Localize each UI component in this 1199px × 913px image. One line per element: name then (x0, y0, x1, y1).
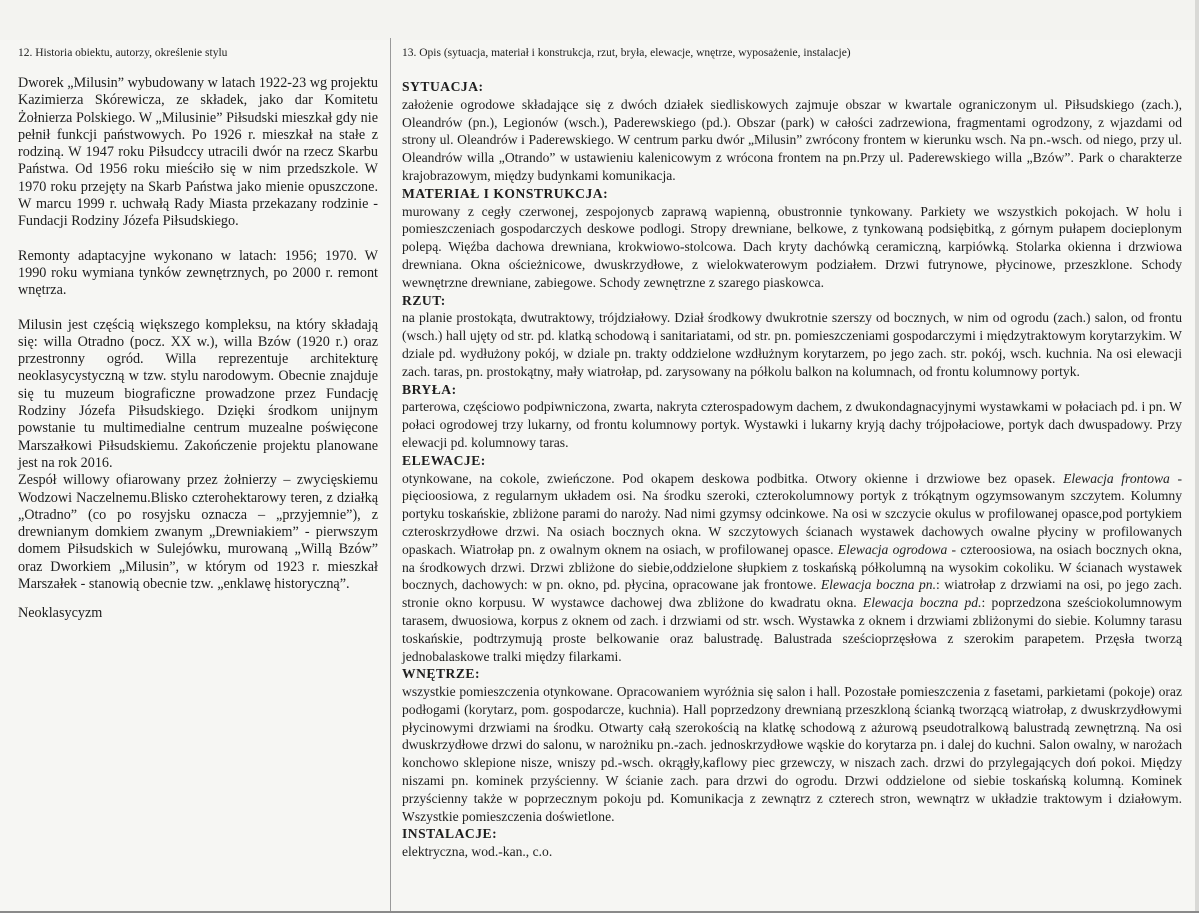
scan-right-edge (1195, 0, 1199, 913)
history-paragraph-origin: Dworek „Milusin” wybudowany w latach 1922-23 wg projektu Kazimierza Skórewicza, ze składek, jako dar Komitetu Żołnierza Polskiego. W „Milusinie” Piłsudski mieszkał gdy nie pełnił funkcji państwowych. Po 1926 r. mieszkał na stałe z rodziną. W 1947 roku Piłsudccy utracili dwór na rzecz Skarbu Państwa. Od 1956 roku mieściło się w nim przedszkole. W 1970 roku przejęty na Skarb Państwa jako mienie opuszczone. W marcu 1999 r. uchwałą Rady Miasta przekazany rodzinie - Fundacji Rodziny Józefa Piłsudskiego. (18, 75, 378, 230)
style-classification: Neoklasycyzm (18, 605, 103, 622)
material-text: murowany z cegły czerwonej, zespojonycb zaprawą wapienną, obustronnie tynkowany. Parkiety we wszystkich pokojach. W holu i pomieszczeniach gospodarczych deskowe podlogi. Stropy drewniane, belkowe, z tynkowaną podsiębitką, z górnym pułapem docieplonym polepą. Więźba dachowa drewniana, krokwiowo-stolcowa. Dach kryty dachówką ceramiczną, karpiówką. Stolarka okienna i drzwiowa drewniana. Okna ościeżnicowe, dwuskrzydłowe, z wielokwaterowym podziałem. Drzwi futrynowe, płycinowe, przeszklone. Schody wewnętrzne drewniane, zabiegowe. Schody zewnętrzne z szarego piaskowca. (402, 203, 1182, 290)
plan-heading: RZUT: (402, 292, 446, 308)
material-heading: MATERIAŁ I KONSTRUKCJA: (402, 185, 609, 201)
installations-heading: INSTALACJE: (402, 826, 498, 842)
massing-text: parterowa, częściowo podpiwniczona, zwarta, nakryta czterospadowym dachem, z dwukondagnacyjnymi wystawkami w połaciach pd. i pn. W połaci ogrodowej trzy lukarny, od frontu kolumnowy portyk. Wystawki i lukarny kryją dachy trójpołaciowe, portyk dach dwuspadowy. Przy elewacji pd. kolumnowy taras. (402, 399, 1182, 450)
history-paragraph-renovations: Remonty adaptacyjne wykonano w latach: 1956; 1970. W 1990 roku wymiana tynków zewnętrznych, po 2000 r. remont wnętrza. (18, 247, 378, 299)
description-section-header: 13. Opis (sytuacja, materiał i konstrukcja, rzut, bryła, elewacje, wnętrze, wyposażenie, instalacje) (402, 47, 851, 59)
elevations-text-part: otynkowane, na cokole, zwieńczone. Pod okapem deskowa podbitka. Otwory okienne i drzwiowe bez opasek. (402, 470, 1064, 486)
massing-heading: BRYŁA: (402, 381, 457, 397)
history-paragraph-complex: Milusin jest częścią większego kompleksu, na który składają się: willa Otradno (pocz. XX w.), willa Bzów (1920 r.) oraz przestronny ogród. Willa reprezentuje architekturę neoklasycystyczną w tzw. stylu narodowym. Obecnie znajduje się tu muzeum biograficzne prowadzone przez Fundację Rodziny Józefa Piłsudskiego. Dzięki środkom unijnym powstanie tu multimedialne centrum muzealne poświęcone Marszałkowi Piłsudskiemu. Zakończenie projektu planowane jest na rok 2016. (18, 316, 378, 471)
history-column (18, 47, 378, 623)
elevations-heading: ELEWACJE: (402, 452, 486, 468)
spacer (18, 300, 378, 317)
plan-text: na planie prostokąta, dwutraktowy, trójdziałowy. Dział środkowy dwukrotnie szerszy od bocznych, w nim od ogrodu (zach.) salon, od frontu (wsch.) hall ujęty od str. pd. klatką schodową i sanitariatami, od str. pn. pomieszczeniami gospodarczymi i międzytraktowym korytarzykim. W dziale pd. wydłużony pokój, w dziale pn. trakty oddzielone wzdłużnym korytarzem, po jego zach. str. pokój, wsch. kuchnia. Na osi elewacji zach. taras, pn. prostokątny, mały wiatrołap, pd. zarysowany na półkolu balkon na kolumnach, od frontu kolumnowy portyk. (402, 310, 1182, 379)
elevations-text-part: - czteroosiowa, na osiach bocznych okna, na środkowych drzwi. Drzwi zbliżone do siebie,oddzielone słupkiem z toskańską półkolumną na wysokim cokoliku. W ścianach wystawek bocznych, dachowych: w pn. okno, pd. płycina, opracowane jak frontowe. (402, 541, 1182, 593)
history-section-header: 12. Historia obiektu, autorzy, określenie stylu (18, 47, 228, 59)
elevations-text-part: : wiatrołap z drzwiami na osi, po jego zach. stronie okno korpusu. W wystawce dachowej dwa zbliżone do kwadratu okna. (402, 577, 1182, 611)
north-elevation-label: Elewacja boczna pn. (820, 577, 936, 593)
spacer (18, 593, 378, 605)
front-elevation-label: Elewacja frontowa (1063, 470, 1170, 486)
history-paragraph-enclave: Zespół willowy ofiarowany przez żołnierzy – zwycięskiemu Wodzowi Naczelnemu.Blisko czterohektarowy teren, z działką „Otradno” (co po rosyjsku oznacza – „przyjemnie”), z drewnianym domkiem zwanym „Drewniakiem” - pierwszym domem Piłsudskich w Sulejówku, murowaną „Willą Bzów” oraz Dworkiem „Milusin”, w którym od 1923 r. mieszkał Marszałek - stanowią obecnie tzw. „enklawę historyczną”. (18, 472, 378, 593)
situation-heading: SYTUACJA: (402, 79, 484, 94)
description-column (402, 47, 1182, 861)
installations-text: elektryczna, wod.-kan., c.o. (402, 844, 553, 860)
situation-text: założenie ogrodowe składające się z dwóch działek siedliskowych zajmuje obszar w kwartale ograniczonym ul. Piłsudskiego (zach.), Oleandrów (pn.), Legionów (wsch.), Paderewskiego (pd.). Obszar (park) w całości zadrzewiona, fragmentami ogrodzony, z wjazdami od strony ul. Oleandrów i Paderewskiego. W centrum parku dwór „Milusin” zwrócony frontem w kierunku wsch. Na pn.-wsch. od niego, przy ul. Oleandrów willa „Otrando” w ustawieniu kalenicowym z wrócona frontem na pn.Przy ul. Paderewskiego willa „Bzów”. Park o charakterze krajobrazowym, między budynkami komunikacja. (402, 96, 1182, 183)
interior-text: wszystkie pomieszczenia otynkowane. Opracowaniem wyróżnia się salon i hall. Pozostałe pomieszczenia z fasetami, parkietami (pokoje) oraz podłogami (korytarz, pom. gospodarcze, kuchnia). Hall poprzedzony drewnianą przeszkloną ścianką tworzącą wiatrołap, z dwuskrzydłowymi płycinowymi drzwiami na środku. Otwarty całą szerokością na klatkę schodową z ażurową pseudotralkową balustradą zewnętrzną. Na osi dwuskrzydłowe drzwi do salonu, w narożniku pn.-zach. jednoskrzydłowe wąskie do korytarza pn. i dalej do kuchni. Salon owalny, w narożach konchowo sklepione nisze, wniszy pd.-wsch. okrągły,kaflowy piec grzewczy, w niszach zach. drzwi do przylegających doń pokoi. Między niszami pn. kominek przyścienny. W ścianie zach. para drzwi do ogrodu. Drzwi oddzielone od siebie toskańską kolumną. Kominek przyścienny także w poprzecznym pokoju pd. Komunikacja z zewnątrz z czterech stron, wewnątrz w układzie traktowym i działowym. Wszystkie pomieszczenia doświetlone. (402, 684, 1182, 824)
garden-elevation-label: Elewacja ogrodowa (837, 541, 948, 557)
scan-top-band (0, 0, 1199, 40)
south-elevation-label: Elewacja boczna pd. (862, 595, 982, 611)
elevations-text-part: - pięcioosiowa, z regularnym układem osi. Na środku szeroki, czterokolumnowy portyk z trókątnym ogzymsowanym szczytem. Kolumny portyku toskańskie, zbliżone parami do naroży. Nad nimi gzymsy odcinkowe. Na osi w szczycie okulus w profilowanej opasce,pod portykiem czteroskrzydłowe drzwi. Na osiach bocznych okna. W szczytowych ścianach wystawek dachowych owalne płyciny w profilowanych opaskach. Wiatrołap pn. z owalnym oknem na osiach, w profilowanej opasce. (402, 470, 1182, 557)
spacer (18, 231, 378, 248)
interior-heading: WNĘTRZE: (402, 666, 481, 682)
elevations-text-part: : poprzedzona sześciokolumnowym tarasem, dwuosiowa, korpus z oknem od zach. i drzwiami od str. wsch. Wystawka z oknem i drzwiami zbliżonymi do siebie. Kolumny tarasu toskańskie, podtrzymują proste belkowanie oraz balustradę. Balustrada sześcioprzęsłowa z szerokim parapetem. Przęsła tworzą jednobalaskowe tralki między filarkami. (402, 595, 1183, 664)
column-divider (390, 38, 391, 913)
elevations-text (402, 470, 1182, 666)
